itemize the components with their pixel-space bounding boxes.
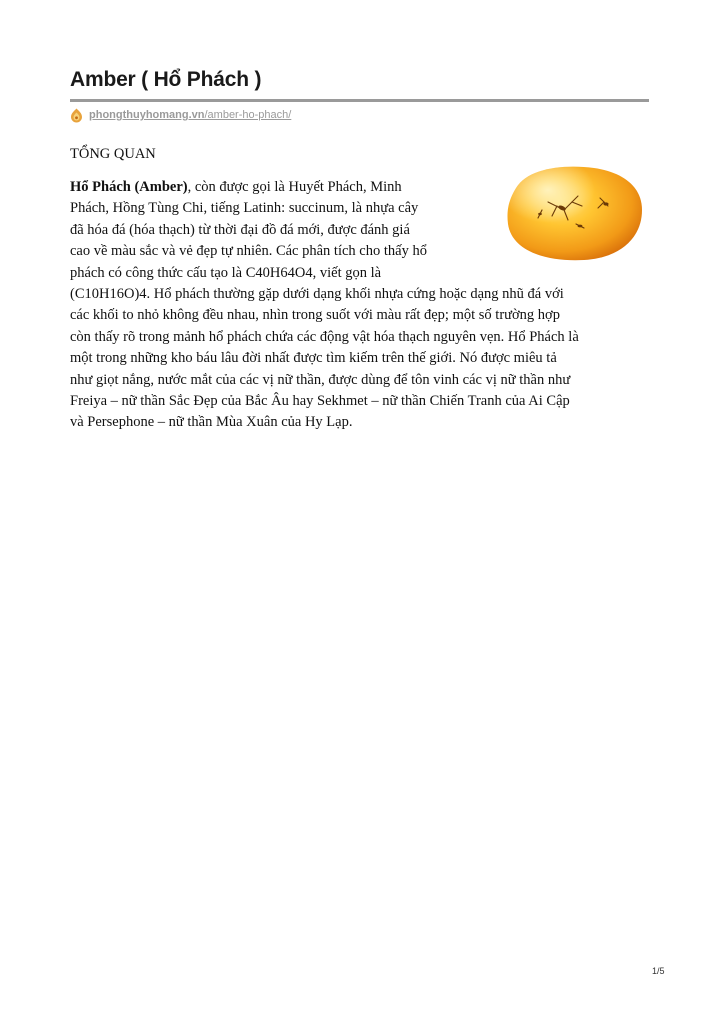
paragraph-line: (C10H16O)4. Hổ phách thường gặp dưới dạng khối nhựa cứng hoặc dạng nhũ đá với [70, 285, 564, 302]
lead-term: Hổ Phách (Amber) [70, 179, 188, 195]
paragraph-line [70, 177, 670, 198]
paragraph-line: Phách, Hồng Tùng Chi, tiếng Latinh: succinum, là nhựa cây [70, 200, 419, 217]
source-path[interactable]: /amber-ho-phach/ [204, 109, 292, 121]
section-heading: TỔNG QUAN [70, 146, 156, 162]
paragraph-line: Freiya – nữ thần Sắc Đẹp của Bắc Âu hay Sekhmet – nữ thần Chiến Tranh của Ai Cập [70, 392, 570, 409]
source-link[interactable] [70, 107, 291, 123]
overview-paragraph [70, 177, 670, 434]
paragraph-line: như giọt nắng, nước mắt của các vị nữ thần, được dùng để tôn vinh các vị nữ thần như [70, 371, 571, 388]
paragraph-line: còn thấy rõ trong mảnh hổ phách chứa các động vật hóa thạch nguyên vẹn. Hổ Phách là [70, 328, 579, 345]
page-title: Amber ( Hổ Phách ) [70, 68, 262, 91]
paragraph-line: đã hóa đá (hóa thạch) từ thời đại đồ đá mới, được đánh giá [70, 221, 410, 238]
page-number: 1/5 [652, 966, 665, 976]
line-text: , còn được gọi là Huyết Phách, Minh [187, 179, 402, 195]
paragraph-line: các khối to nhỏ không đều nhau, nhìn trong suốt với màu rất đẹp; một số trường hợp [70, 307, 560, 324]
paragraph-line: phách có công thức cấu tạo là C40H64O4, viết gọn là [70, 264, 382, 281]
site-logo-icon [70, 108, 83, 123]
paragraph-line: một trong những kho báu lâu đời nhất được tìm kiếm trên thế giới. Nó được miêu tả [70, 350, 557, 367]
paragraph-line: cao về màu sắc và vẻ đẹp tự nhiên. Các phân tích cho thấy hổ [70, 243, 427, 260]
title-divider [70, 99, 649, 102]
source-domain[interactable]: phongthuyhomang.vn [89, 109, 205, 121]
paragraph-line: và Persephone – nữ thần Mùa Xuân của Hy Lạp. [70, 414, 353, 431]
